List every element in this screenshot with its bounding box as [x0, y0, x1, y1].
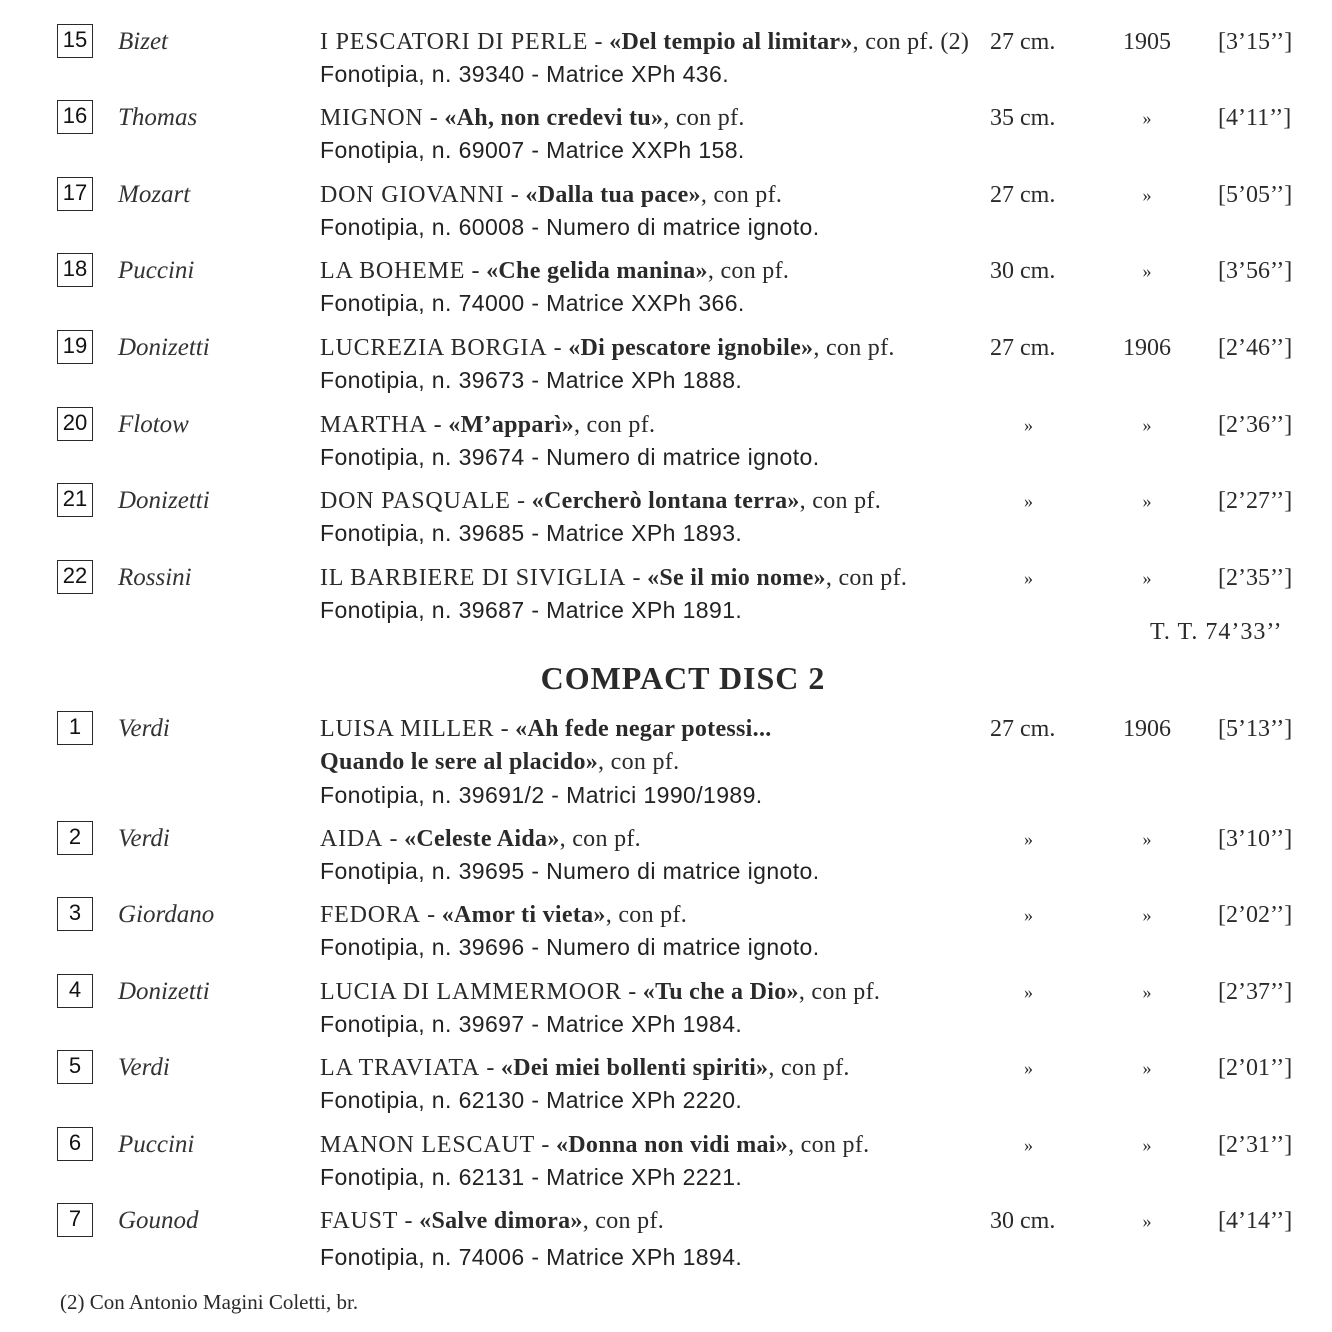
aria-title: «M’apparì»: [448, 412, 574, 438]
composer: Gounod: [118, 1207, 199, 1234]
opera-title: LA TRAVIATA: [320, 1055, 481, 1081]
opera-title: LUCREZIA BORGIA: [320, 335, 548, 361]
composer: Verdi: [118, 825, 170, 852]
record-year: »: [1142, 108, 1152, 128]
track-number: 19: [57, 330, 93, 364]
track-title: DON GIOVANNI - «Dalla tua pace», con pf.: [320, 182, 783, 208]
accompaniment: , con pf.: [707, 258, 790, 284]
duration: [3’56’’]: [1218, 258, 1293, 284]
duration: [2’27’’]: [1218, 488, 1293, 514]
accompaniment: , con pf.: [799, 488, 882, 514]
composer: Donizetti: [118, 487, 210, 514]
disc-size: 30 cm.: [990, 1208, 1056, 1234]
track-title: AIDA - «Celeste Aida», con pf.: [320, 826, 641, 852]
track-title: DON PASQUALE - «Cercherò lontana terra», con pf.: [320, 488, 882, 514]
catalog-info: Fonotipia, n. 62130 - Matrice XPh 2220.: [320, 1087, 743, 1113]
track-number: 3: [57, 897, 93, 931]
duration: [5’05’’]: [1218, 182, 1293, 208]
disc-size: 27 cm.: [990, 716, 1056, 742]
accompaniment: , con pf.: [573, 412, 656, 438]
disc-size: 30 cm.: [990, 258, 1056, 284]
disc-size: »: [1024, 415, 1033, 435]
catalog-info: Fonotipia, n. 39691/2 - Matrici 1990/1989.: [320, 782, 763, 808]
catalog-info: Fonotipia, n. 74006 - Matrice XPh 1894.: [320, 1244, 743, 1270]
composer: Giordano: [118, 901, 215, 928]
record-year: 1905: [1123, 29, 1171, 55]
aria-title: «Donna non vidi mai»: [555, 1132, 789, 1158]
accompaniment: , con pf.: [825, 565, 908, 591]
track-title: MANON LESCAUT - «Donna non vidi mai», con pf.: [320, 1132, 870, 1158]
composer: Verdi: [118, 1054, 170, 1081]
composer: Flotow: [118, 411, 189, 438]
record-year: »: [1142, 415, 1152, 435]
catalog-info: Fonotipia, n. 39340 - Matrice XPh 436.: [320, 61, 729, 87]
composer: Puccini: [118, 1131, 195, 1158]
aria-title: «Tu che a Dio»: [642, 979, 799, 1005]
track-number: 1: [57, 711, 93, 745]
composer: Thomas: [118, 104, 198, 131]
disc-size: 35 cm.: [990, 105, 1056, 131]
opera-title: LUISA MILLER: [320, 716, 495, 742]
duration: [2’37’’]: [1218, 979, 1293, 1005]
record-year: »: [1142, 1058, 1152, 1078]
catalog-info: Fonotipia, n. 39685 - Matrice XPh 1893.: [320, 520, 743, 546]
accompaniment: , con pf.: [768, 1055, 850, 1081]
catalog-info: Fonotipia, n. 39695 - Numero di matrice ignoto.: [320, 858, 820, 884]
aria-title: «Cercherò lontana terra»: [531, 488, 800, 514]
record-year: »: [1142, 829, 1152, 849]
track-title-continued: [320, 747, 679, 777]
composer: Donizetti: [118, 334, 210, 361]
composer: Verdi: [118, 715, 170, 742]
duration: [2’02’’]: [1218, 902, 1293, 928]
aria-title: «Celeste Aida»: [404, 826, 560, 852]
accompaniment: , con pf.: [559, 826, 641, 852]
record-year: 1906: [1123, 716, 1171, 742]
opera-title: LA BOHEME: [320, 258, 466, 284]
disc-size: 27 cm.: [990, 182, 1056, 208]
aria-title: «Dei miei bollenti spiriti»: [500, 1055, 769, 1081]
opera-title: FAUST: [320, 1208, 399, 1234]
catalog-info: Fonotipia, n. 62131 - Matrice XPh 2221.: [320, 1164, 743, 1190]
aria-title: «Ah, non credevi tu»: [444, 105, 664, 131]
opera-title: LUCIA DI LAMMERMOOR: [320, 979, 622, 1005]
catalog-info: Fonotipia, n. 39674 - Numero di matrice ignoto.: [320, 444, 820, 470]
track-number: 20: [57, 407, 93, 441]
aria-title: «Che gelida manina»: [486, 258, 708, 284]
track-title: MIGNON - «Ah, non credevi tu», con pf.: [320, 105, 745, 131]
composer: Puccini: [118, 257, 195, 284]
disc-size: »: [1024, 1135, 1033, 1155]
accompaniment: , con pf.: [813, 335, 895, 361]
track-number: 18: [57, 253, 93, 287]
opera-title: I PESCATORI DI PERLE: [320, 29, 589, 55]
disc-size: »: [1024, 491, 1033, 511]
duration: [2’36’’]: [1218, 412, 1293, 438]
total-time: T. T. 74’33’’: [1150, 619, 1283, 645]
duration: [3’10’’]: [1218, 826, 1293, 852]
track-number: 7: [57, 1203, 93, 1237]
track-title: FAUST - «Salve dimora», con pf.: [320, 1208, 665, 1234]
track-title: IL BARBIERE DI SIVIGLIA - «Se il mio nome», con pf.: [320, 565, 908, 591]
opera-title: MANON LESCAUT: [320, 1132, 536, 1158]
disc-size: »: [1024, 829, 1033, 849]
track-number: 15: [57, 24, 93, 58]
opera-title: FEDORA: [320, 902, 421, 928]
accompaniment: , con pf.: [700, 182, 783, 208]
duration: [4’11’’]: [1218, 105, 1292, 131]
track-number: 22: [57, 560, 93, 594]
track-title: MARTHA - «M’apparì», con pf.: [320, 412, 656, 438]
disc-size: 27 cm.: [990, 29, 1056, 55]
footnote: (2) Con Antonio Magini Coletti, br.: [60, 1290, 359, 1314]
record-year: 1906: [1123, 335, 1171, 361]
accompaniment: , con pf.: [582, 1208, 665, 1234]
disc-size: »: [1024, 905, 1033, 925]
accompaniment: , con pf.: [798, 979, 881, 1005]
composer: Rossini: [118, 564, 192, 591]
aria-title: «Ah fede negar potessi...: [515, 716, 772, 742]
record-year: »: [1142, 1211, 1152, 1231]
aria-title: «Del tempio al limitar»: [609, 29, 853, 55]
disc-size: »: [1024, 982, 1033, 1002]
opera-title: MIGNON: [320, 105, 424, 131]
duration: [4’14’’]: [1218, 1208, 1293, 1234]
track-number: 21: [57, 483, 93, 517]
duration: [2’46’’]: [1218, 335, 1293, 361]
track-number: 2: [57, 821, 93, 855]
track-title: FEDORA - «Amor ti vieta», con pf.: [320, 902, 688, 928]
catalog-info: Fonotipia, n. 39696 - Numero di matrice ignoto.: [320, 934, 820, 960]
accompaniment: , con pf.: [598, 749, 680, 775]
aria-title: «Se il mio nome»: [647, 565, 826, 591]
composer: Mozart: [118, 181, 191, 208]
record-year: »: [1142, 185, 1152, 205]
track-title: LA BOHEME - «Che gelida manina», con pf.: [320, 258, 790, 284]
track-title: LA TRAVIATA - «Dei miei bollenti spiriti», con pf.: [320, 1055, 850, 1081]
duration: [5’13’’]: [1218, 716, 1293, 742]
catalog-info: Fonotipia, n. 39673 - Matrice XPh 1888.: [320, 367, 743, 393]
disc-size: »: [1024, 568, 1033, 588]
aria-title: «Dalla tua pace»: [525, 182, 701, 208]
disc-heading: COMPACT DISC 2: [540, 660, 826, 696]
record-year: »: [1142, 491, 1152, 511]
track-number: 5: [57, 1050, 93, 1084]
duration: [3’15’’]: [1218, 29, 1293, 55]
opera-title: AIDA: [320, 826, 384, 852]
accompaniment: , con pf.: [605, 902, 688, 928]
record-year: »: [1142, 1135, 1152, 1155]
duration: [2’35’’]: [1218, 565, 1293, 591]
track-number: 17: [57, 177, 93, 211]
catalog-info: Fonotipia, n. 39687 - Matrice XPh 1891.: [320, 597, 743, 623]
track-title: LUCREZIA BORGIA - «Di pescatore ignobile», con pf.: [320, 335, 895, 361]
disc-size: »: [1024, 1058, 1033, 1078]
aria-title: «Salve dimora»: [419, 1208, 583, 1234]
composer: Donizetti: [118, 978, 210, 1005]
opera-title: DON PASQUALE: [320, 488, 511, 514]
track-number: 16: [57, 100, 93, 134]
duration: [2’31’’]: [1218, 1132, 1293, 1158]
record-year: »: [1142, 568, 1152, 588]
accompaniment: , con pf.: [663, 105, 745, 131]
opera-title: MARTHA: [320, 412, 428, 438]
disc-size: 27 cm.: [990, 335, 1056, 361]
track-title: LUCIA DI LAMMERMOOR - «Tu che a Dio», con pf.: [320, 979, 881, 1005]
catalog-info: Fonotipia, n. 39697 - Matrice XPh 1984.: [320, 1011, 743, 1037]
catalog-info: Fonotipia, n. 60008 - Numero di matrice ignoto.: [320, 214, 820, 240]
track-number: 6: [57, 1127, 93, 1161]
duration: [2’01’’]: [1218, 1055, 1293, 1081]
catalog-info: Fonotipia, n. 69007 - Matrice XXPh 158.: [320, 137, 745, 163]
track-number: 4: [57, 974, 93, 1008]
aria-title: «Amor ti vieta»: [441, 902, 606, 928]
opera-title: DON GIOVANNI: [320, 182, 505, 208]
catalog-info: Fonotipia, n. 74000 - Matrice XXPh 366.: [320, 290, 745, 316]
accompaniment: , con pf.: [788, 1132, 870, 1158]
record-year: »: [1142, 905, 1152, 925]
track-title: LUISA MILLER - «Ah fede negar potessi...: [320, 716, 772, 742]
record-year: »: [1142, 982, 1152, 1002]
aria-title: «Di pescatore ignobile»: [568, 335, 814, 361]
composer: Bizet: [118, 28, 168, 55]
track-title: I PESCATORI DI PERLE - «Del tempio al limitar», con pf. (2): [320, 29, 970, 55]
record-year: »: [1142, 261, 1152, 281]
opera-title: IL BARBIERE DI SIVIGLIA: [320, 565, 627, 591]
aria-title-continued: Quando le sere al placido»: [320, 749, 599, 775]
accompaniment: , con pf. (2): [852, 29, 970, 55]
